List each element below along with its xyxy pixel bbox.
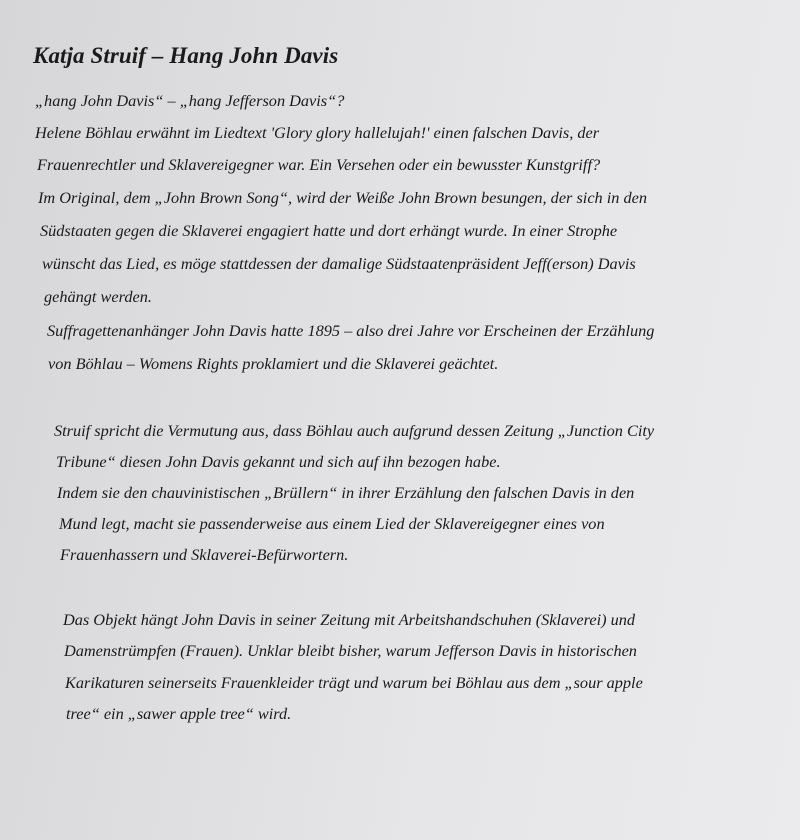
text-line: Tribune“ diesen John Davis gekannt und sich auf ihn bezogen habe. [56, 452, 501, 471]
text-line: Frauenrechtler und Sklavereigegner war. Ein Versehen oder ein bewusster Kunstgriff? [37, 155, 601, 174]
text-line: Im Original, dem „John Brown Song“, wird der Weiße John Brown besungen, der sich in den [38, 188, 647, 207]
page-title: Katja Struif – Hang John Davis [33, 43, 339, 68]
text-line: tree“ ein „sawer apple tree“ wird. [66, 704, 292, 723]
text-line: Mund legt, macht sie passenderweise aus einem Lied der Sklavereigegner eines von [59, 514, 605, 533]
text-line: von Böhlau – Womens Rights proklamiert und die Sklaverei geächtet. [48, 354, 499, 373]
text-line: Indem sie den chauvinistischen „Brüllern“ in ihrer Erzählung den falschen Davis in den [57, 483, 635, 502]
text-line: Struif spricht die Vermutung aus, dass Böhlau auch aufgrund dessen Zeitung „Junction City [54, 421, 655, 440]
text-line: Südstaaten gegen die Sklaverei engagiert hatte und dort erhängt wurde. In einer Strophe [40, 221, 618, 240]
text-line: „hang John Davis“ – „hang Jefferson Davis“? [35, 91, 345, 110]
text-line: Karikaturen seinerseits Frauenkleider trägt und warum bei Böhlau aus dem „sour apple [65, 673, 643, 692]
text-line: Damenstrümpfen (Frauen). Unklar bleibt bisher, warum Jefferson Davis in historischen [64, 641, 637, 660]
text-line: Helene Böhlau erwähnt im Liedtext 'Glory glory hallelujah!' einen falschen Davis, der [35, 123, 600, 142]
text-line: gehängt werden. [44, 287, 152, 306]
text-line: Frauenhassern und Sklaverei-Befürwortern. [60, 545, 349, 564]
text-line: Suffragettenanhänger John Davis hatte 1895 – also drei Jahre vor Erscheinen der Erzählung [47, 321, 655, 340]
text-line: wünscht das Lied, es möge stattdessen der damalige Südstaatenpräsident Jeff(erson) Davis [42, 254, 636, 273]
text-line: Das Objekt hängt John Davis in seiner Zeitung mit Arbeitshandschuhen (Sklaverei) und [63, 610, 636, 629]
